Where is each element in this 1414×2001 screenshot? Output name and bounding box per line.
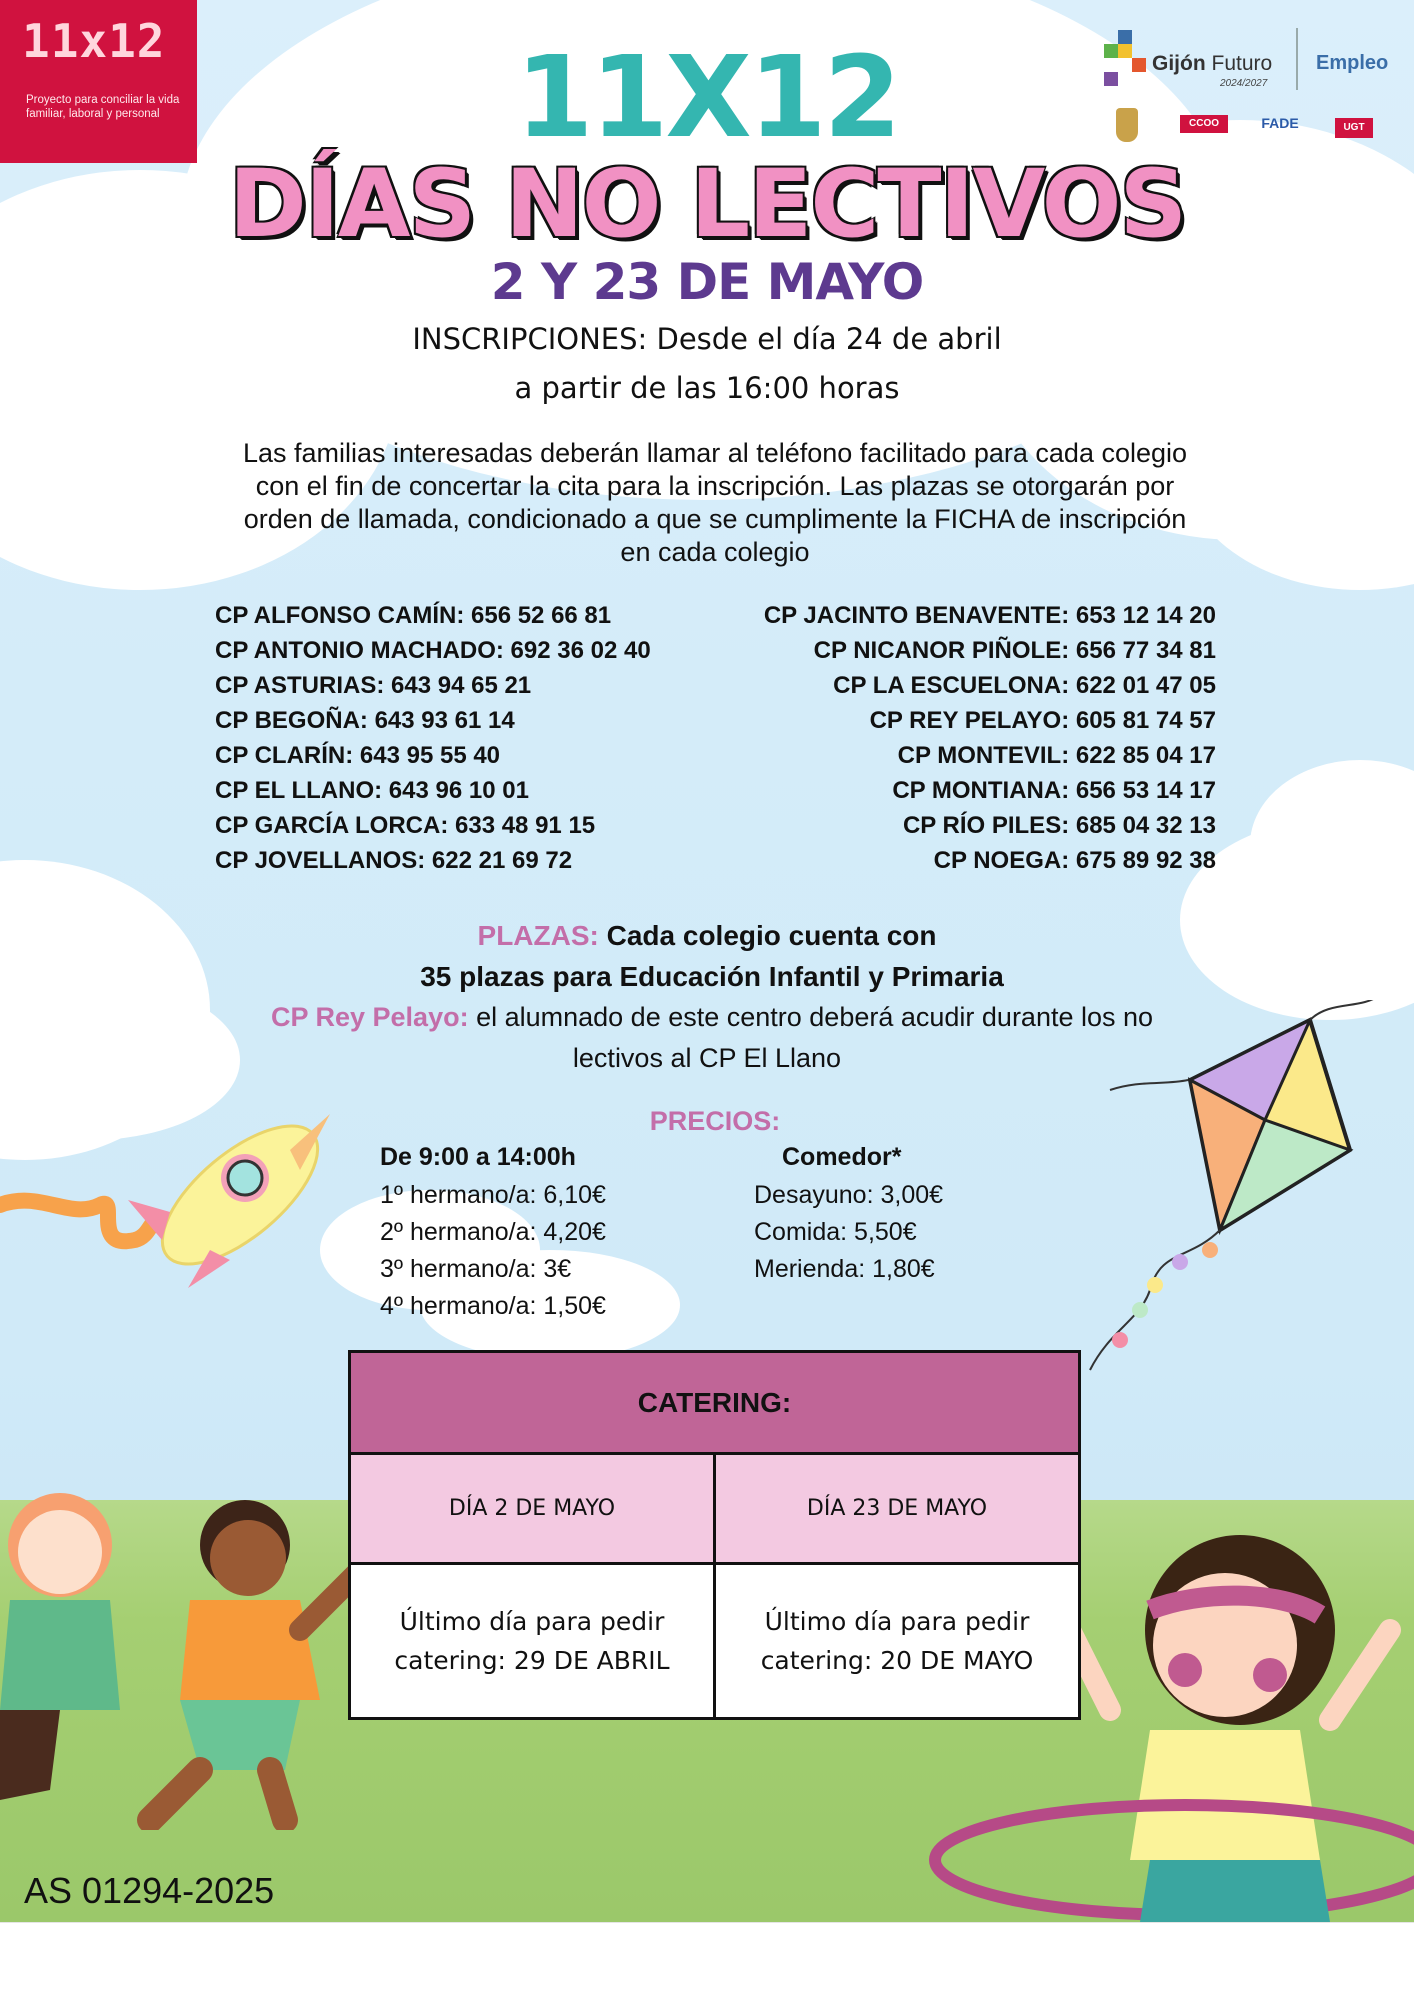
gijon-name-rest: Futuro bbox=[1205, 52, 1273, 75]
catering-deadline-2-line-1: Último día para pedir bbox=[764, 1607, 1030, 1636]
gijon-years: 2024/2027 bbox=[1220, 78, 1268, 89]
gijon-name-bold: Gijón bbox=[1152, 52, 1206, 75]
subtitle-dias-no-lectivos: DÍAS NO LECTIVOS bbox=[228, 150, 1186, 259]
catering-day-2: DÍA 23 DE MAYO bbox=[716, 1455, 1078, 1565]
rey-pelayo-line-2: lectivos al CP El Llano bbox=[572, 1043, 842, 1073]
price-item: 2º hermano/a: 4,20€ bbox=[380, 1218, 606, 1246]
price-item: 1º hermano/a: 6,10€ bbox=[380, 1181, 606, 1209]
catering-deadline-2-line-2: catering: 20 DE MAYO bbox=[760, 1646, 1034, 1675]
intro-paragraph: Las familias interesadas deberán llamar al teléfono facilitado para cada colegio con el fin de concertar la cita para la inscripción. Las plazas se otorgarán por orden de llamada, condicionado a que se cumplimente la FICHA de inscripción en cada colegio bbox=[242, 438, 1188, 567]
fade-logo: FADE bbox=[1261, 115, 1299, 131]
catering-day-1: DÍA 2 DE MAYO bbox=[351, 1455, 716, 1565]
rey-pelayo-text-1: el alumnado de este centro deberá acudir durante los no bbox=[468, 1002, 1154, 1032]
school-phone-item: CP LA ESCUELONA: 622 01 47 05 bbox=[833, 672, 1216, 699]
rey-pelayo-line-1 bbox=[0, 1002, 1414, 1033]
school-phone-item: CP JACINTO BENAVENTE: 653 12 14 20 bbox=[763, 602, 1216, 629]
plazas-line-1 bbox=[0, 920, 1414, 952]
school-phone-item: CP NICANOR PIÑOLE: 656 77 34 81 bbox=[813, 637, 1216, 664]
school-phone-item: CP GARCÍA LORCA: 633 48 91 15 bbox=[215, 812, 596, 839]
school-phone-item: CP JOVELLANOS: 622 21 69 72 bbox=[215, 847, 573, 874]
price-item: 4º hermano/a: 1,50€ bbox=[380, 1292, 606, 1320]
registration-number: AS 01294-2025 bbox=[24, 1870, 275, 1911]
school-phone-item: CP NOEGA: 675 89 92 38 bbox=[933, 847, 1216, 874]
children-illustration bbox=[0, 1470, 400, 1830]
inscripciones-line-2: a partir de las 16:00 horas bbox=[514, 371, 900, 405]
comedor-item: Desayuno: 3,00€ bbox=[754, 1181, 944, 1209]
main-title: 11X12 bbox=[515, 33, 899, 163]
catering-deadline-1 bbox=[351, 1565, 716, 1717]
corner-logo-text: 11x12 bbox=[22, 14, 166, 68]
school-phone-item: CP BEGOÑA: 643 93 61 14 bbox=[215, 707, 515, 734]
precios-title: PRECIOS: bbox=[649, 1106, 781, 1136]
school-phone-item: CP REY PELAYO: 605 81 74 57 bbox=[869, 707, 1216, 734]
plazas-label: PLAZAS: bbox=[477, 920, 599, 951]
catering-table bbox=[348, 1350, 1081, 1720]
dates-title: 2 Y 23 DE MAYO bbox=[490, 253, 924, 311]
ccoo-logo: CCOO bbox=[1180, 115, 1228, 133]
plazas-line-2: 35 plazas para Educación Infantil y Primaria bbox=[420, 961, 1004, 992]
catering-deadline-2 bbox=[716, 1565, 1078, 1717]
catering-deadline-1-line-1: Último día para pedir bbox=[399, 1607, 665, 1636]
school-phone-item: CP MONTIANA: 656 53 14 17 bbox=[892, 777, 1216, 804]
catering-deadline-1-line-2: catering: 29 DE ABRIL bbox=[394, 1646, 670, 1675]
school-phone-item: CP RÍO PILES: 685 04 32 13 bbox=[902, 812, 1216, 839]
comedor-item: Merienda: 1,80€ bbox=[754, 1255, 935, 1283]
ugt-logo: UGT bbox=[1335, 118, 1373, 138]
comedor-item: Comida: 5,50€ bbox=[754, 1218, 917, 1246]
schedule-header: De 9:00 a 14:00h bbox=[380, 1143, 576, 1171]
school-phone-item: CP CLARÍN: 643 95 55 40 bbox=[215, 742, 501, 769]
footer-strip bbox=[0, 1922, 1414, 2001]
school-phone-item: CP EL LLANO: 643 96 10 01 bbox=[215, 777, 529, 804]
school-phone-item: CP ANTONIO MACHADO: 692 36 02 40 bbox=[215, 637, 651, 664]
plazas-text-1: Cada colegio cuenta con bbox=[598, 920, 937, 951]
price-item: 3º hermano/a: 3€ bbox=[380, 1255, 572, 1283]
inscripciones-line-1: INSCRIPCIONES: Desde el día 24 de abril bbox=[412, 322, 1002, 356]
school-phone-item: CP ALFONSO CAMÍN: 656 52 66 81 bbox=[215, 602, 612, 629]
school-phone-item: CP ASTURIAS: 643 94 65 21 bbox=[215, 672, 532, 699]
school-phone-item: CP MONTEVIL: 622 85 04 17 bbox=[897, 742, 1216, 769]
corner-logo-tagline: Proyecto para conciliar la vida familiar, laboral y personal bbox=[26, 94, 180, 120]
rey-pelayo-label: CP Rey Pelayo: bbox=[270, 1002, 469, 1032]
empleo-label: Empleo bbox=[1316, 52, 1389, 74]
catering-title: CATERING: bbox=[351, 1353, 1078, 1455]
comedor-header: Comedor* bbox=[782, 1143, 902, 1171]
